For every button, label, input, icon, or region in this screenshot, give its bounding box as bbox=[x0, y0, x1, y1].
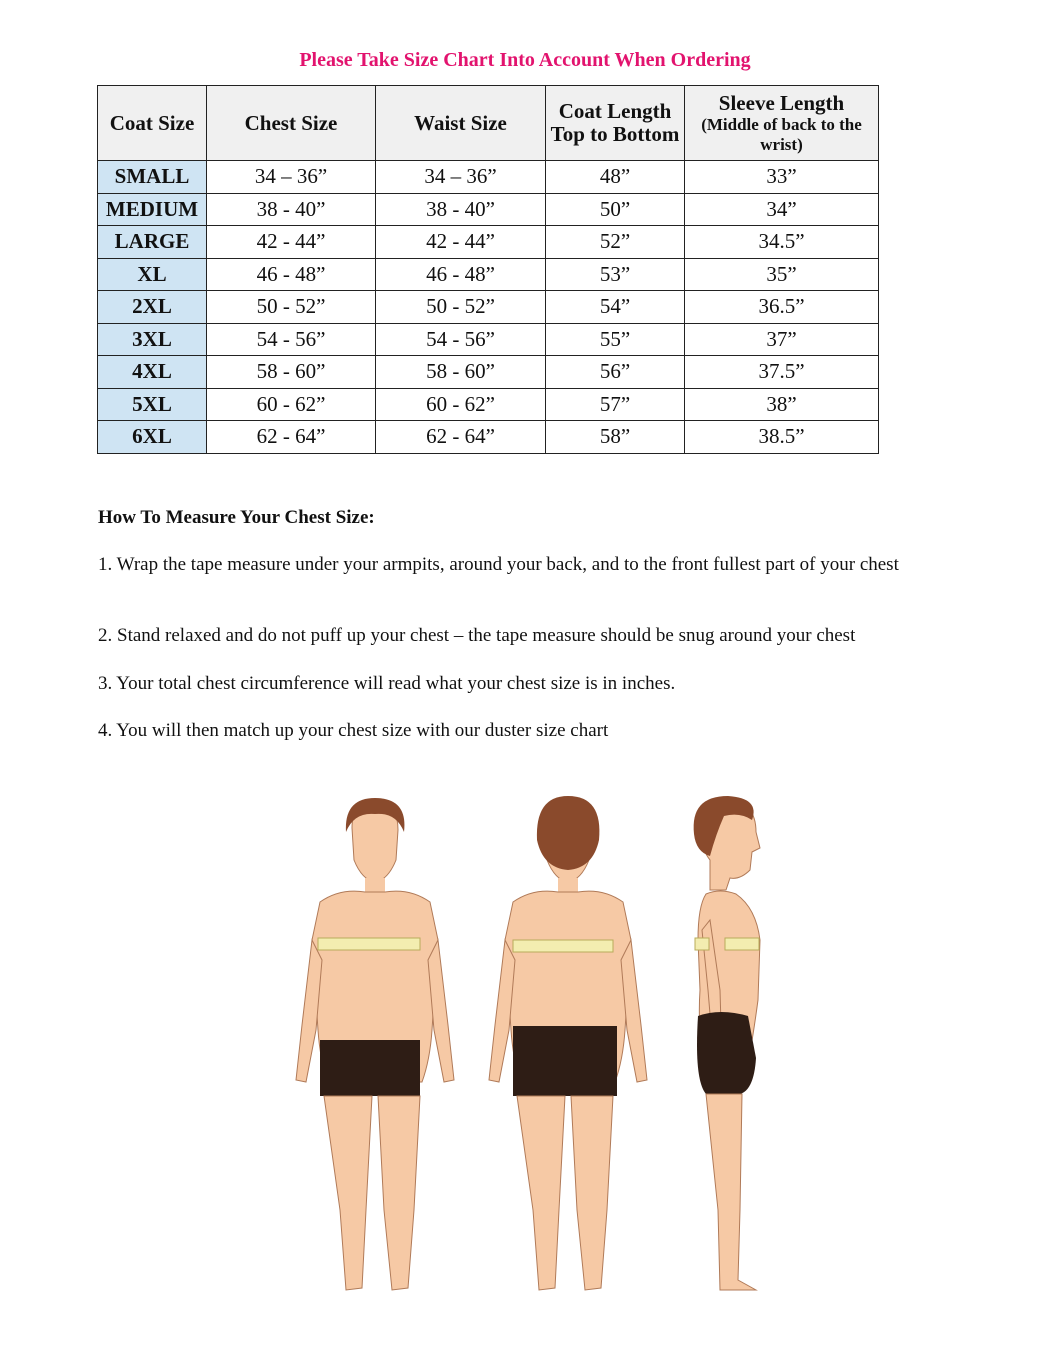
cell-sleeve-length: 38.5” bbox=[685, 421, 879, 454]
table-row bbox=[98, 323, 879, 356]
cell-coat-length: 52” bbox=[546, 226, 685, 259]
table-row bbox=[98, 388, 879, 421]
cell-sleeve-length: 37” bbox=[685, 323, 879, 356]
cell-chest-size: 46 - 48” bbox=[207, 258, 376, 291]
table-row bbox=[98, 356, 879, 389]
cell-waist-size: 60 - 62” bbox=[376, 388, 546, 421]
cell-coat-size: 5XL bbox=[98, 388, 207, 421]
cell-coat-size: SMALL bbox=[98, 161, 207, 194]
table-row bbox=[98, 193, 879, 226]
cell-sleeve-length: 37.5” bbox=[685, 356, 879, 389]
side-tape-measure-front bbox=[725, 938, 759, 950]
back-view-figure bbox=[489, 796, 647, 1290]
header-coat-length bbox=[546, 86, 685, 161]
cell-coat-size: 3XL bbox=[98, 323, 207, 356]
cell-coat-size: LARGE bbox=[98, 226, 207, 259]
header-sleeve-length-subtitle: (Middle of back to the wrist) bbox=[701, 114, 862, 154]
cell-sleeve-length: 36.5” bbox=[685, 291, 879, 324]
front-view-figure bbox=[296, 798, 454, 1290]
header-coat-size: Coat Size bbox=[98, 86, 207, 161]
cell-chest-size: 42 - 44” bbox=[207, 226, 376, 259]
side-tape-measure-back bbox=[695, 938, 709, 950]
cell-coat-size: 6XL bbox=[98, 421, 207, 454]
cell-sleeve-length: 35” bbox=[685, 258, 879, 291]
cell-chest-size: 34 – 36” bbox=[207, 161, 376, 194]
cell-waist-size: 62 - 64” bbox=[376, 421, 546, 454]
cell-sleeve-length: 34” bbox=[685, 193, 879, 226]
header-waist-size: Waist Size bbox=[376, 86, 546, 161]
cell-coat-size: 4XL bbox=[98, 356, 207, 389]
cell-sleeve-length: 33” bbox=[685, 161, 879, 194]
cell-coat-length: 55” bbox=[546, 323, 685, 356]
page-title: Please Take Size Chart Into Account When Ordering bbox=[299, 49, 751, 71]
cell-coat-size: MEDIUM bbox=[98, 193, 207, 226]
cell-chest-size: 62 - 64” bbox=[207, 421, 376, 454]
instruction-step-3: 3. Your total chest circumference will read what your chest size is in inches. bbox=[98, 673, 676, 694]
cell-chest-size: 38 - 40” bbox=[207, 193, 376, 226]
cell-waist-size: 34 – 36” bbox=[376, 161, 546, 194]
cell-coat-size: XL bbox=[98, 258, 207, 291]
size-chart-table bbox=[97, 85, 879, 454]
cell-coat-length: 50” bbox=[546, 193, 685, 226]
table-row bbox=[98, 291, 879, 324]
cell-waist-size: 42 - 44” bbox=[376, 226, 546, 259]
cell-chest-size: 60 - 62” bbox=[207, 388, 376, 421]
instruction-step-2: 2. Stand relaxed and do not puff up your chest – the tape measure should be snug around your chest bbox=[98, 625, 856, 646]
table-row bbox=[98, 258, 879, 291]
chest-measurement-illustration bbox=[280, 790, 780, 1300]
side-view-figure bbox=[694, 796, 760, 1290]
table-row bbox=[98, 226, 879, 259]
header-chest-size: Chest Size bbox=[207, 86, 376, 161]
cell-chest-size: 50 - 52” bbox=[207, 291, 376, 324]
front-tape-measure bbox=[318, 938, 420, 950]
cell-chest-size: 58 - 60” bbox=[207, 356, 376, 389]
cell-coat-length: 58” bbox=[546, 421, 685, 454]
table-row bbox=[98, 421, 879, 454]
cell-chest-size: 54 - 56” bbox=[207, 323, 376, 356]
cell-coat-length: 54” bbox=[546, 291, 685, 324]
size-chart-body bbox=[98, 161, 879, 454]
cell-waist-size: 54 - 56” bbox=[376, 323, 546, 356]
table-header-row bbox=[98, 86, 879, 161]
table-row bbox=[98, 161, 879, 194]
cell-sleeve-length: 38” bbox=[685, 388, 879, 421]
cell-sleeve-length: 34.5” bbox=[685, 226, 879, 259]
header-coat-length-line2: Top to Bottom bbox=[550, 122, 680, 146]
back-tape-measure bbox=[513, 940, 613, 952]
header-sleeve-length-title: Sleeve Length bbox=[718, 90, 845, 115]
cell-coat-length: 48” bbox=[546, 161, 685, 194]
header-sleeve-length bbox=[685, 86, 879, 161]
cell-waist-size: 50 - 52” bbox=[376, 291, 546, 324]
cell-coat-size: 2XL bbox=[98, 291, 207, 324]
cell-coat-length: 56” bbox=[546, 356, 685, 389]
cell-waist-size: 38 - 40” bbox=[376, 193, 546, 226]
cell-coat-length: 53” bbox=[546, 258, 685, 291]
cell-waist-size: 46 - 48” bbox=[376, 258, 546, 291]
instructions-heading: How To Measure Your Chest Size: bbox=[98, 507, 375, 528]
header-coat-length-line1: Coat Length bbox=[558, 99, 672, 123]
instruction-step-4: 4. You will then match up your chest size with our duster size chart bbox=[98, 720, 609, 741]
cell-waist-size: 58 - 60” bbox=[376, 356, 546, 389]
cell-coat-length: 57” bbox=[546, 388, 685, 421]
instruction-step-1: 1. Wrap the tape measure under your armpits, around your back, and to the front fullest part of your chest bbox=[98, 554, 899, 575]
